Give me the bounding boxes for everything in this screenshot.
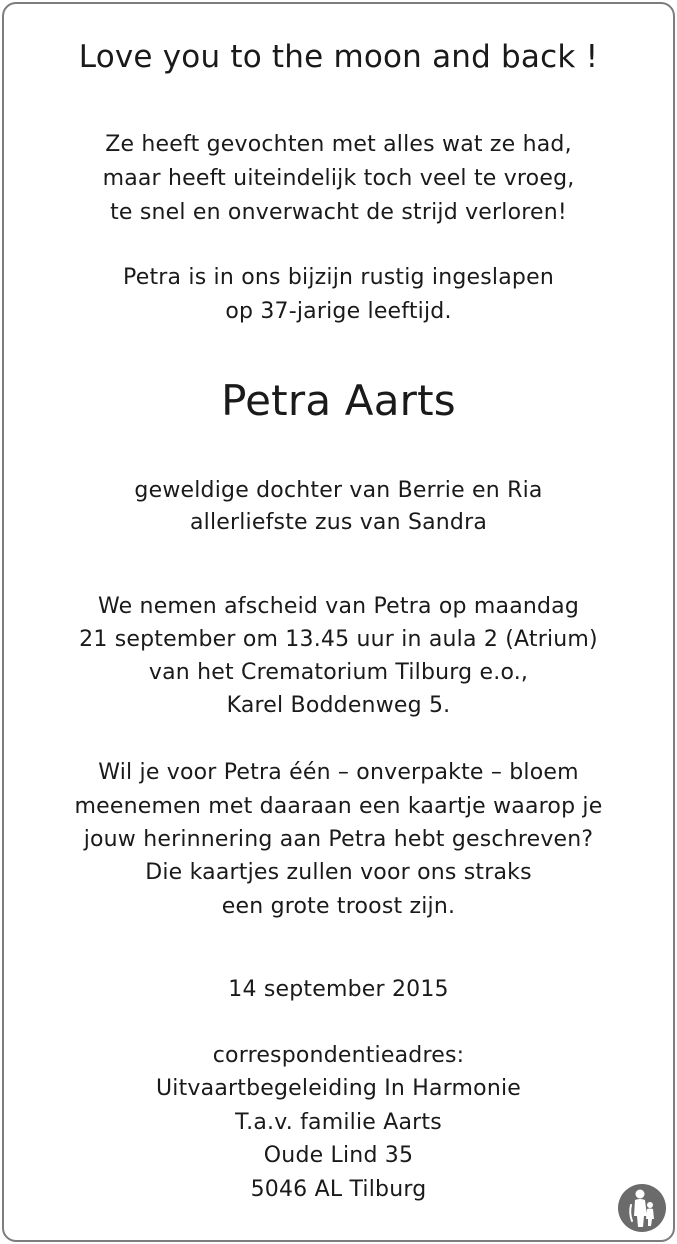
address-line: 5046 AL Tilburg	[250, 1177, 427, 1202]
passing-line: op 37-jarige leeftijd.	[225, 299, 452, 324]
farewell-line: 21 september om 13.45 uur in aula 2 (Atrium)	[79, 627, 598, 652]
address-line: Oude Lind 35	[263, 1143, 414, 1168]
person-with-child-icon	[617, 1183, 667, 1233]
request-line: jouw herinnering aan Petra hebt geschreven?	[83, 827, 594, 852]
address-line: T.a.v. familie Aarts	[235, 1110, 442, 1135]
passing-line: Petra is in ons bijzijn rustig ingeslapen	[123, 265, 554, 290]
intro-line: maar heeft uiteindelijk toch veel te vroeg,	[102, 166, 575, 191]
relation-line: allerliefste zus van Sandra	[189, 510, 488, 535]
request-line: een grote troost zijn.	[221, 894, 456, 919]
address-line: Uitvaartbegeleiding In Harmonie	[155, 1076, 522, 1101]
intro-line: te snel en onverwacht de strijd verloren!	[110, 200, 567, 225]
notice-date: 14 september 2015	[228, 977, 449, 1002]
farewell-line: Karel Boddenweg 5.	[226, 693, 451, 718]
intro-line: Ze heeft gevochten met alles wat ze had,	[105, 132, 572, 157]
correspondence-label: correspondentieadres:	[212, 1043, 465, 1068]
request-line: meenemen met daaraan een kaartje waarop je	[74, 794, 603, 819]
request-line: Die kaartjes zullen voor ons straks	[145, 860, 532, 885]
heading: Love you to the moon and back !	[78, 39, 599, 75]
relation-line: geweldige dochter van Berrie en Ria	[134, 478, 543, 503]
farewell-line: van het Crematorium Tilburg e.o.,	[148, 660, 529, 685]
deceased-name: Petra Aarts	[221, 376, 456, 425]
request-line: Wil je voor Petra één – onverpakte – bloem	[98, 760, 579, 785]
farewell-line: We nemen afscheid van Petra op maandag	[97, 594, 580, 619]
